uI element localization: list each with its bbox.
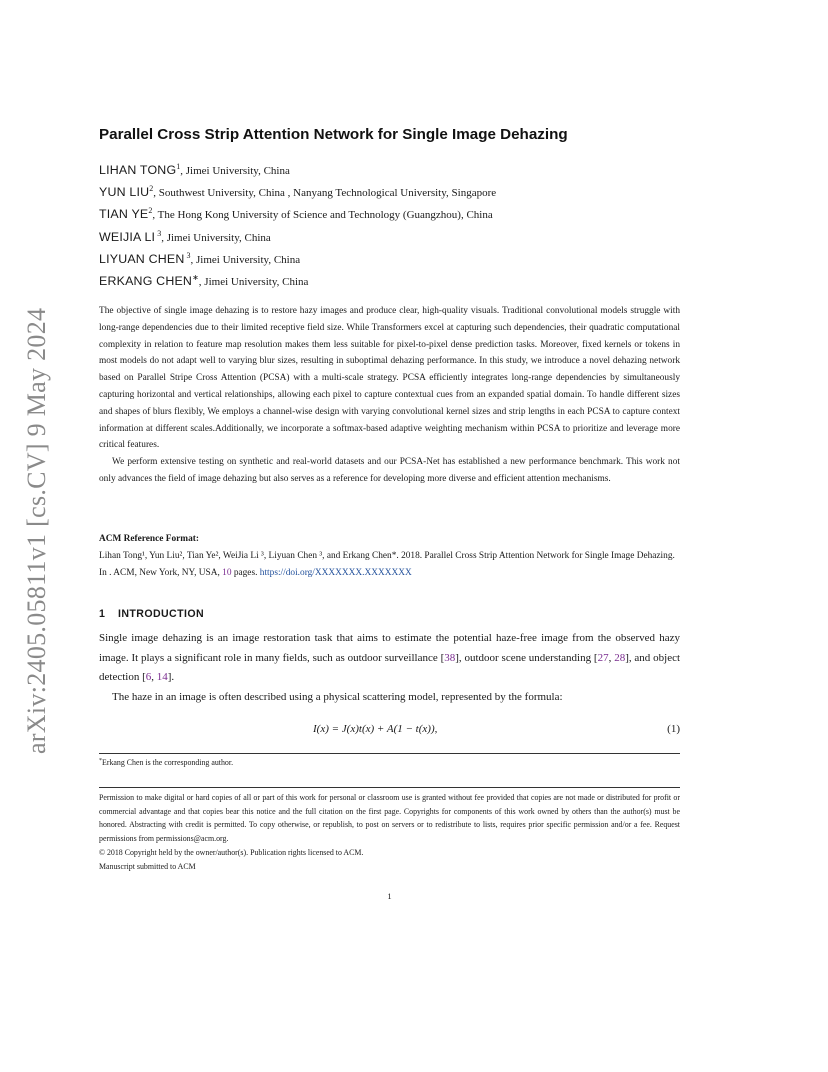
intro-text: ]. xyxy=(167,671,175,683)
intro-text: ], and object detection [ xyxy=(99,651,681,683)
permission-block xyxy=(99,791,680,873)
manuscript-line: Manuscript submitted to ACM xyxy=(99,861,196,871)
reference-text xyxy=(99,548,680,582)
author-name: LIHAN TONG xyxy=(99,163,177,177)
arxiv-stamp xyxy=(22,284,52,754)
citation-link[interactable]: 6 xyxy=(145,671,152,683)
intro-paragraph: The haze in an image is often described using a physical scattering model, represented by the formula: xyxy=(112,690,563,703)
reference-pages-text: pages. xyxy=(231,567,260,578)
footnote-mark: * xyxy=(99,758,102,764)
author-affiliation: , The Hong Kong University of Science and Technology (Guangzhou), China xyxy=(152,209,493,222)
footnote-rule xyxy=(99,753,680,754)
intro-text: Single image dehazing is an image restoration task that aims to estimate the potential haze-free image from the observed hazy image. It plays a significant role in many fields, such as outdoor surveillance [ xyxy=(99,632,680,664)
author-sup: 2 xyxy=(149,184,154,194)
author-name: WEIJIA LI xyxy=(99,229,156,244)
author-affiliation: , Jimei University, China xyxy=(161,231,271,244)
doi-link[interactable]: https://doi.org/XXXXXXX.XXXXXXX xyxy=(259,567,412,578)
abstract xyxy=(99,303,680,488)
footnote-text: Erkang Chen is the corresponding author. xyxy=(102,758,234,767)
author-name: ERKANG CHEN xyxy=(99,273,193,288)
section-heading xyxy=(99,608,204,620)
abstract-paragraph: We perform extensive testing on synthetic and real-world datasets and our PCSA-Net has established a new performance benchmark. This work not only advances the field of image dehazing but also serves as a reference for developing more diverse and efficient attention mechanisms. xyxy=(99,457,680,484)
author-affiliation: , Jimei University, China xyxy=(198,275,309,288)
section-number: 1 xyxy=(99,608,106,620)
author-sup: 2 xyxy=(148,206,153,216)
author-name: LIYUAN CHEN xyxy=(99,251,185,266)
footnote xyxy=(99,758,233,767)
acm-reference-format xyxy=(99,531,680,581)
author-sup: 1 xyxy=(176,162,181,171)
author-sup: ∗ xyxy=(192,272,199,282)
author-sup: 3 xyxy=(184,250,191,260)
author-line xyxy=(99,251,680,273)
author-line xyxy=(99,229,680,251)
author-line xyxy=(99,184,680,206)
author-sup: 3 xyxy=(155,228,162,238)
abstract-paragraph: The objective of single image dehazing is to restore hazy images and produce clear, high-quality visuals. Traditional convolutional models struggle with long-range dependencies due to their limited receptive field size. While Transformers excel at capturing such dependencies, their quadratic computational complexity in relation to feature map resolution makes them less suitable for pixel-to-pixel dense prediction tasks. Moreover, fixed kernels or tokens in most models do not adapt well to varying blur sizes, resulting in suboptimal dehazing performance. In this study, we introduce a novel dehazing network based on Parallel Stripe Cross Attention (PCSA) with a multi-scale strategy. PCSA efficiently integrates long-range dependencies by simultaneously capturing horizontal and vertical relationships, allowing each pixel to capture contextual cues from an expanded spatial domain. To handle different sizes and shapes of blurs flexibly, We employs a channel-wise design with varying convolutional kernel sizes and strip lengths in each PCSA to capture context information at different scales.Additionally, we incorporate a softmax-based adaptive weighting mechanism within PCSA to prioritize and leverage more critical features. xyxy=(99,306,680,451)
arxiv-stamp-text: arXiv:2405.05811v1 [cs.CV] 9 May 2024 xyxy=(22,307,51,754)
equation-formula: I(x) = J(x)t(x) + A(1 − t(x)), xyxy=(313,723,438,735)
equation-number: (1) xyxy=(667,723,680,735)
author-line xyxy=(99,273,680,295)
author-affiliation: , Southwest University, China , Nanyang Technological University, Singapore xyxy=(153,187,497,200)
intro-text: ], outdoor scene understanding [ xyxy=(455,651,598,664)
author-line xyxy=(99,162,680,184)
author-list xyxy=(99,162,680,295)
introduction-body xyxy=(99,629,680,707)
intro-text: , xyxy=(151,671,157,683)
equation xyxy=(99,723,680,741)
author-name: TIAN YE xyxy=(99,207,149,222)
copyright-line: © 2018 Copyright held by the owner/author(s). Publication rights licensed to ACM. xyxy=(99,847,364,857)
intro-text: , xyxy=(608,651,615,664)
author-affiliation: , Jimei University, China xyxy=(180,165,290,177)
citation-link[interactable]: 27 xyxy=(597,651,609,664)
author-name: YUN LIU xyxy=(99,185,150,200)
section-title: INTRODUCTION xyxy=(118,608,205,620)
author-line xyxy=(99,206,680,228)
citation-link[interactable]: 28 xyxy=(614,651,626,664)
citation-link[interactable]: 14 xyxy=(156,671,168,683)
permission-text: Permission to make digital or hard copies of all or part of this work for personal or classroom use is granted without fee provided that copies are not made or distributed for profit or commercial advantage and that copies bear this notice and the full citation on the first page. Copyrights for components of this work owned by others than the author(s) must be honored. Abstracting with credit is permitted. To copy otherwise, or republish, to post on servers or to redistribute to lists, requires prior specific permission and/or a fee. Request permissions from permissions@acm.org. xyxy=(99,793,680,844)
paper-title: Parallel Cross Strip Attention Network for Single Image Dehazing xyxy=(99,126,568,143)
reference-heading: ACM Reference Format: xyxy=(99,534,199,544)
pages-link[interactable]: 10 xyxy=(222,567,232,578)
permission-rule xyxy=(99,787,680,788)
author-affiliation: , Jimei University, China xyxy=(190,253,301,266)
reference-body: Lihan Tong¹, Yun Liu², Tian Ye², WeiJia Li ³, Liyuan Chen ³, and Erkang Chen*. 2018. Parallel Cross Strip Attention Network for Single Image Dehazing. In . ACM, New York, NY, USA, xyxy=(99,550,675,578)
page-number: 1 xyxy=(387,891,392,901)
intro-paragraph xyxy=(99,629,680,688)
citation-link[interactable]: 38 xyxy=(444,651,456,664)
